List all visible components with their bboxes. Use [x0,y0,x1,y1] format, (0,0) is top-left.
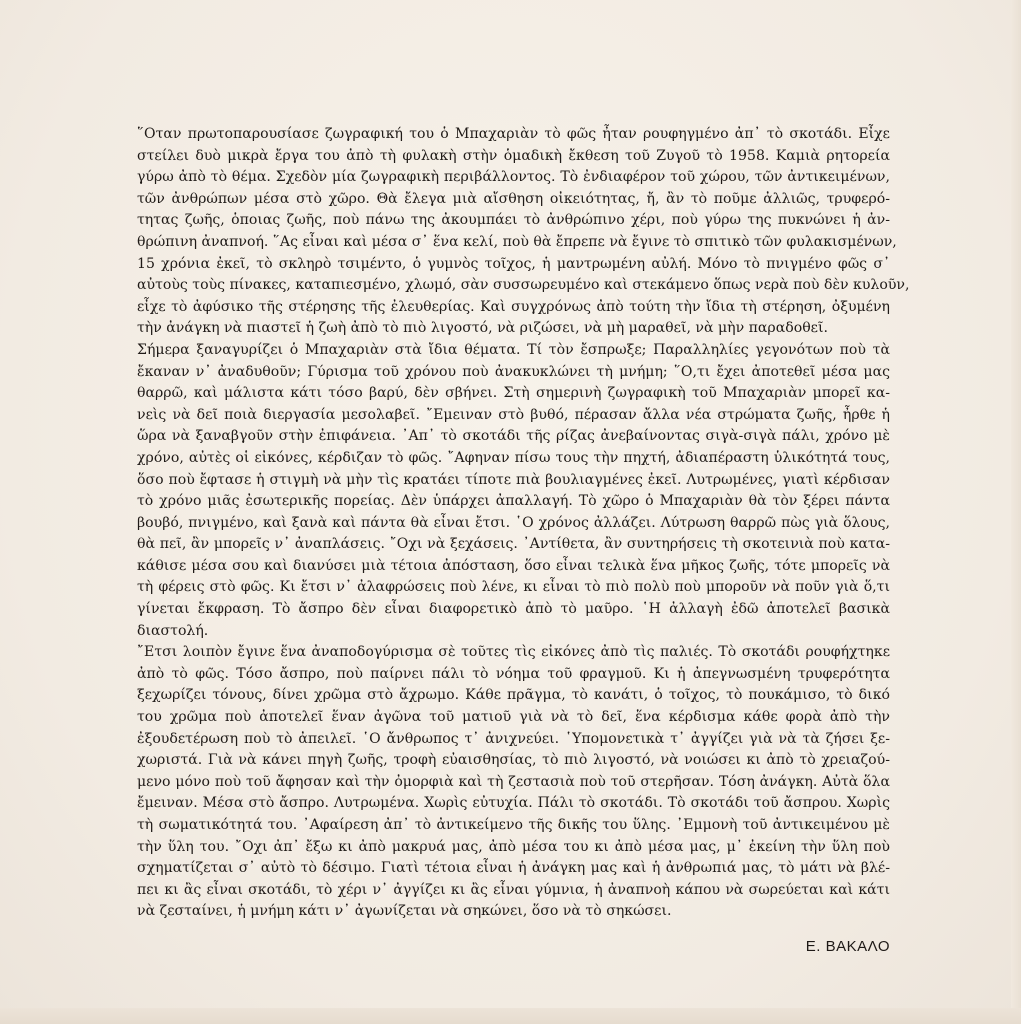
text-line: διαστολή. [137,622,209,639]
text-line: ἐξουδετέρωση ποὺ τὸ ἀπειλεῖ. ῾Ο ἄνθρωπος τ᾽ ἀνιχνεύει. ῾Υπομονετικὰ τ᾽ ἀγγίζει γιὰ νὰ τὰ ζήσει ξε- [137,730,890,747]
text-line: πει κι ἂς εἶναι σκοτάδι, τὸ χέρι ν᾽ ἀγγίζει κι ἂς εἶναι γύμνια, ἡ ἀναπνοὴ κάπου νὰ σωρεύεται καὶ κάτι [137,881,890,898]
text-line: μενο μόνο ποὺ τοῦ ἄφησαν καὶ τὴν ὀμορφιὰ καὶ τὴ ζεστασιὰ ποὺ τοῦ στερῆσαν. Τόση ἀνάγκη. Αὐτὰ ὅλα [137,773,890,790]
text-line: τὸ χρόνο μιᾶς ἐσωτερικῆς πορείας. Δὲν ὑπάρχει ἀπαλλαγή. Τὸ χῶρο ὁ Μπαχαριὰν θὰ τὸν ξέρει πάντα [137,493,890,510]
text-line: ὥρα νὰ ξαναβγοῦν στὴν ἐπιφάνεια. ᾿Απ᾽ τὸ σκοτάδι τῆς ρίζας ἀνεβαίνοντας σιγὰ-σιγὰ πάλι, χρόνο μὲ [137,428,890,445]
text-line: γύρω ἀπὸ τὸ θέμα. Σχεδὸν μία ζωγραφικὴ περιβάλλοντος. Τὸ ἐνδιαφέρον τοῦ χώρου, τῶν ἀντικειμένων, [137,169,890,186]
essay-text [137,124,910,923]
paragraph-1 [137,124,910,340]
text-line: νεὶς νὰ δεῖ ποιὰ διεργασία μεσολαβεῖ. ῎Εμειναν στὸ βυθό, πέρασαν ἄλλα νέα στρώματα ζωῆς, ἦρθε ἡ [137,406,890,423]
text-line: τὴν ὕλη του. ῎Οχι ἀπ᾽ ἔξω κι ἀπὸ μακρυά μας, ἀπὸ μέσα του κι ἀπὸ μέσα μας, μ᾽ ἐκείνη τὴν ὕλη ποὺ [137,838,890,855]
paper-edge-right [1011,0,1021,1024]
text-line: ῎Ετσι λοιπὸν ἔγινε ἕνα ἀναποδογύρισμα σὲ τοῦτες τὶς εἰκόνες ἀπὸ τὶς παλιές. Τὸ σκοτάδι ρουφήχτηκε [137,644,890,661]
text-line: εἶχε τὸ ἀφύσικο τῆς στέρησης τῆς ἐλευθερίας. Καὶ συγχρόνως ἀπὸ τούτη τὴν ἴδια τὴ στέρηση, ὀξυμένη [137,298,890,315]
text-line: τὴν ἀνάγκη νὰ πιαστεῖ ἡ ζωὴ ἀπὸ τὸ πιὸ λιγοστό, νὰ ριζώσει, νὰ μὴ μαραθεῖ, νὰ μὴν παραδοθεῖ. [137,320,828,337]
text-line: θρώπινη ἀναπνοή. ῞Ας εἶναι καὶ μέσα σ᾽ ἕνα κελί, ποὺ θὰ ἔπρεπε νὰ ἔγινε τὸ σπιτικὸ τῶν φυλακισμένων, [137,233,897,250]
text-line: βουβό, πνιγμένο, καὶ ξανὰ καὶ πάντα θὰ εἶναι ἔτσι. ῾Ο χρόνος ἀλλάζει. Λύτρωση θαρρῶ πὼς γιὰ ὅλους, [137,514,890,531]
text-line: χωριστά. Γιὰ νὰ κάνει πηγὴ ζωῆς, τροφὴ εὐαισθησίας, τὸ πιὸ λιγοστό, νὰ νοιώσει κι ἀπὸ τὸ χρειαζού- [137,752,890,769]
text-line: θαρρῶ, καὶ μάλιστα κάτι τόσο βαρύ, δὲν σβήνει. Στὴ σημερινὴ ζωγραφικὴ τοῦ Μπαχαριὰν μπορεῖ κα- [137,385,890,402]
author-signature: Ε. ΒΑΚΑΛΟ [805,938,890,955]
text-line: του χρῶμα ποὺ ἀποτελεῖ ἕναν ἀγῶνα τοῦ ματιοῦ γιὰ νὰ τὸ δεῖ, ἕνα κέρδισμα κάθε φορὰ ἀπὸ τὴν [137,709,890,726]
text-line: ὅσο ποὺ ἔφτασε ἡ στιγμὴ νὰ μὴν τὶς κρατάει τίποτε πιὰ βουλιαγμένες ἐκεῖ. Λυτρωμένες, γιατὶ κέρδισαν [137,471,890,488]
text-line: χρόνο, αὐτὲς οἱ εἰκόνες, κέρδιζαν τὸ φῶς. ῎Αφηναν πίσω τους τὴν πηχτή, ἀδιαπέραστη ὑλικότητά τους, [137,449,890,466]
text-line: Σήμερα ξαναγυρίζει ὁ Μπαχαριὰν στὰ ἴδια θέματα. Τί τὸν ἔσπρωξε; Παραλληλίες γεγονότων ποὺ τὰ [137,341,890,358]
text-line: νὰ ζεσταίνει, ἡ μνήμη κάτι ν᾽ ἀγωνίζεται νὰ σηκώνει, ὅσο νὰ τὸ σηκώσει. [137,903,672,920]
text-line: θὰ πεῖ, ἂν μπορεῖς ν᾽ ἀναπλάσεις. ῎Οχι νὰ ξεχάσεις. ᾿Αντίθετα, ἂν συντηρήσεις τὴ σκοτεινιὰ ποὺ κατα- [137,536,890,553]
text-line: γίνεται ἔκφραση. Τὸ ἄσπρο δὲν εἶναι διαφορετικὸ ἀπὸ τὸ μαῦρο. ῾Η ἀλλαγὴ ἐδῶ ἀποτελεῖ βασικὰ [137,601,890,618]
text-line: σχηματίζεται σ᾽ αὐτὸ τὸ δέσιμο. Γιατὶ τέτοια εἶναι ἡ ἀνάγκη μας καὶ ἡ ἀνθρωπιά μας, τὸ μάτι νὰ βλέ- [137,860,890,877]
text-line: ξεχωρίζει τόνους, δίνει χρῶμα στὸ ἄχρωμο. Κάθε πρᾶγμα, τὸ κανάτι, ὁ τοῖχος, τὸ πουκάμισο, τὸ δικό [137,687,890,704]
text-line: τὴ σωματικότητά του. ᾿Αφαίρεση ἀπ᾽ τὸ ἀντικείμενο τῆς δικῆς του ὕλης. ᾿Εμμονὴ τοῦ ἀντικειμένου μὲ [137,817,890,833]
text-line: τητας ζωῆς, ὁποιας ζωῆς, ποὺ πάνω της ἀκουμπάει τὸ ἀνθρώπινο χέρι, ποὺ γύρω της πυκνώνει ἡ ἀν- [137,212,890,229]
paragraph-2 [137,340,890,642]
text-line: ἔκαναν ν᾽ ἀναδυθοῦν; Γύρισμα τοῦ χρόνου ποὺ ἀνακυκλώνει τὴ μνήμη; ῞Ο,τι ἔχει ἀποτεθεῖ μέσα μας [137,363,890,380]
text-line: ῞Οταν πρωτοπαρουσίασε ζωγραφική του ὁ Μπαχαριὰν τὸ φῶς ἦταν ρουφηγμένο ἀπ᾽ τὸ σκοτάδι. Εἶχε [137,126,890,142]
paragraph-3 [137,642,890,923]
text-line: τὴ φέρεις στὸ φῶς. Κι ἔτσι ν᾽ ἀλαφρώσεις ποὺ λένε, κι εἶναι τὸ πιὸ πολὺ ποὺ μποροῦν νὰ ποῦν γιὰ ὅ,τι [137,579,890,596]
text-line: ἔμειναν. Μέσα στὸ ἄσπρο. Λυτρωμένα. Χωρὶς εὐτυχία. Πάλι τὸ σκοτάδι. Τὸ σκοτάδι τοῦ ἄσπρου. Χωρὶς [137,795,890,812]
text-line: κάθισε μέσα σου καὶ διανύσει μιὰ τέτοια ἀπόσταση, ὅσο εἶναι τελικὰ ἕνα μῆκος ζωῆς, τότε μπορεῖς νὰ [137,557,890,574]
paper-edge-bottom [0,1008,1021,1024]
text-line: ἀπὸ τὸ φῶς. Τόσο ἄσπρο, ποὺ παίρνει πάλι τὸ νόημα τοῦ φραγμοῦ. Κι ἡ ἀπεγνωσμένη τρυφερότητα [137,665,890,682]
text-line: στείλει δυὸ μικρὰ ἔργα του ἀπὸ τὴ φυλακὴ στὴν ὁμαδικὴ ἔκθεση τοῦ Ζυγοῦ τὸ 1958. Καμιὰ ρητορεία [137,147,890,164]
text-line: τῶν ἀνθρώπων μέσα στὸ χῶρο. Θὰ ἔλεγα μιὰ αἴσθηση οἰκειότητας, ἤ, ἂν τὸ ποῦμε ἀλλιῶς, τρυφερό- [137,190,890,207]
text-line: 15 χρόνια ἐκεῖ, τὸ σκληρὸ τσιμέντο, ὁ γυμνὸς τοῖχος, ἡ μαντρωμένη αὐλή. Μόνο τὸ πνιγμένο φῶς σ᾽ [137,255,890,272]
text-line: αὐτοὺς τοὺς πίνακες, καταπιεσμένο, χλωμό, σὰν συσσωρευμένο καὶ στεκάμενο ὅπως νερὰ ποὺ δὲν κυλοῦν, [137,277,910,294]
